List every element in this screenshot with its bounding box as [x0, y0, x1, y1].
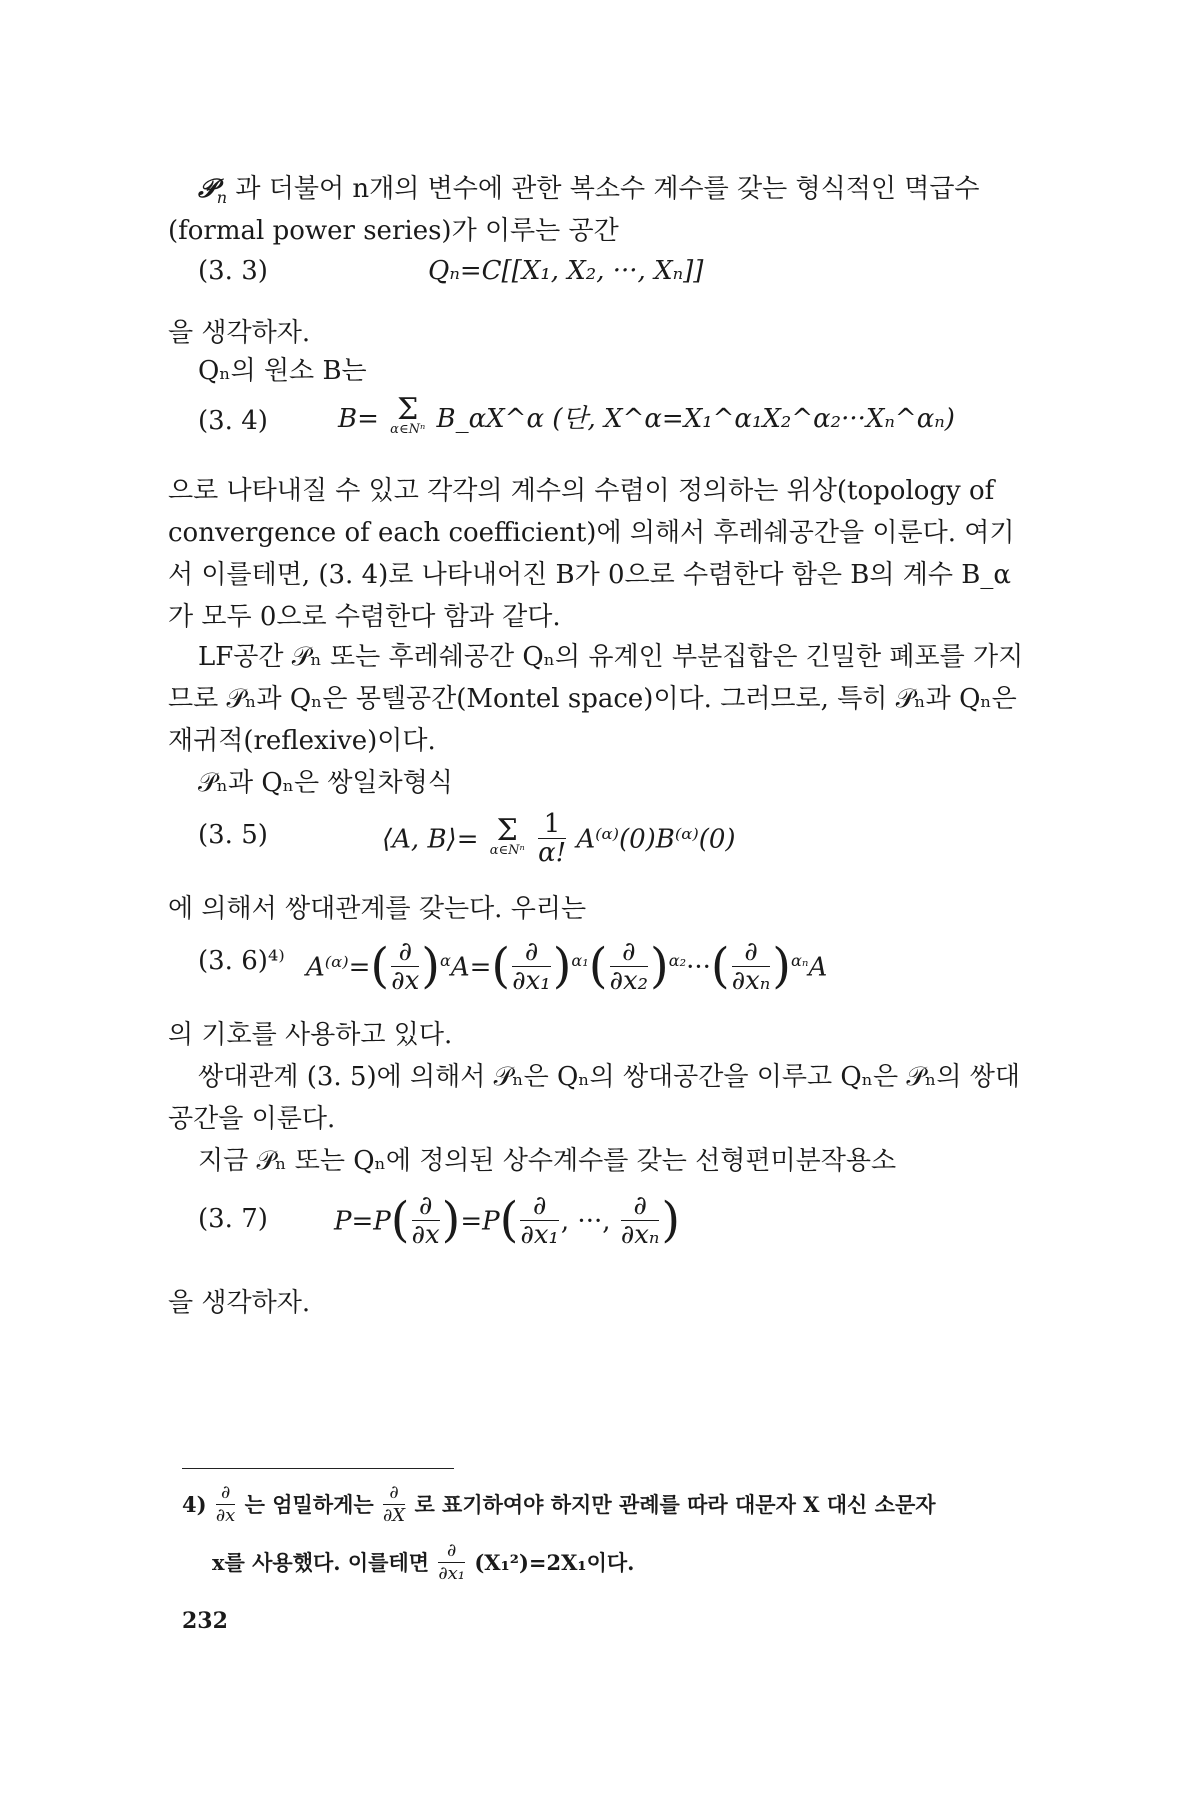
paragraph-notation: 의 기호를 사용하고 있다.	[168, 1020, 453, 1050]
equation-lhs: A⁽ᵅ⁾=	[306, 952, 371, 983]
page-number: 232	[182, 1608, 228, 1634]
script-p-symbol: 𝒫	[198, 174, 217, 204]
equation-3-3	[198, 256, 1028, 316]
paragraph-element-b: Qₙ의 원소 B는	[198, 356, 367, 386]
equation-body: Qₙ=C[[X₁, X₂, ···, Xₙ]]	[428, 256, 704, 286]
footnote-divider	[182, 1468, 454, 1469]
footnote-marker: 4)	[182, 1492, 207, 1517]
equation-number: (3. 6)⁴⁾	[198, 946, 285, 976]
sum-symbol: Σ α∈Nⁿ	[489, 812, 525, 858]
fraction: $\frac{\partial}{\partial x}$	[215, 1482, 236, 1526]
footnote: 4) $\frac{\partial}{\partial x}$ 는 엄밀하게는 $\frac{\partial}{\partial X}$ 로 표기하여야 하지만 관례를 따라 대문자 X 대신 소문자	[182, 1482, 936, 1526]
equation-number: (3. 5)	[198, 820, 268, 850]
footnote-line-2: x를 사용했다. 이를테면 $\frac{\partial}{\text{∂x₁}}$ (X₁²)=2X₁이다.	[212, 1540, 635, 1584]
fraction: $\frac{\partial}{\text{∂xₙ}}$	[731, 937, 771, 996]
paragraph-montel: LF공간 𝒫ₙ 또는 후레쉐공간 Qₙ의 유계인 부분집합은 긴밀한 폐포를 가지므로 𝒫ₙ과 Qₙ은 몽텔공간(Montel space)이다. 그러므로, 특히 𝒫ₙ과 Qₙ은 재귀적(reflexive)이다.	[168, 642, 1024, 756]
equation-lhs: B=	[338, 404, 379, 434]
fraction: $\frac{\partial}{\text{∂x₁}}$	[520, 1191, 559, 1250]
fraction: $\frac{1}{\alpha!}$	[538, 809, 567, 868]
equation-3-5	[198, 809, 1028, 882]
paragraph-operator: 지금 𝒫ₙ 또는 Qₙ에 정의된 상수계수를 갖는 선형편미분작용소	[198, 1146, 897, 1176]
paragraph-bilinear: 𝒫ₙ과 Qₙ은 쌍일차형식	[198, 768, 453, 798]
paragraph-intro: 𝒫$_n$ 과 더불어 n개의 변수에 관한 복소수 계수를 갖는 형식적인 멱급수(formal power series)가 이루는 공간	[168, 174, 980, 246]
paragraph-consider: 을 생각하자.	[168, 318, 311, 348]
sum-symbol: Σ α∈Nⁿ	[390, 392, 426, 437]
fraction: $\frac{\partial}{\partial X}$	[383, 1482, 406, 1526]
equation-number: (3. 4)	[198, 406, 268, 436]
equation-lhs: ⟨A, B⟩=	[382, 824, 479, 855]
fraction: $\frac{\partial}{\text{∂xₙ}}$	[620, 1191, 660, 1250]
paragraph-topology: 으로 나타내질 수 있고 각각의 계수의 수렴이 정의하는 위상(topology of convergence of each coefficient)에 의해서 후레쉐공간을 이룬다. 여기서 이를테면, (3. 4)로 나타내어진 B가 0으로 수렴한다 함은 B의 계수 B_α가 모두 0으로 수렴한다 함과 같다.	[168, 476, 1015, 632]
paragraph-duality: 에 의해서 쌍대관계를 갖는다. 우리는	[168, 894, 587, 924]
fraction: $\frac{\partial}{\text{∂x₁}}$	[438, 1540, 466, 1584]
fraction: $\frac{\partial}{\partial x}$	[391, 937, 420, 996]
equation-3-7: (3. 7) P=P( $\frac{\partial}{\partial x}$ )=P( $\frac{\partial}{\text{∂x₁}}$ , ···, $\frac{\partial}{\text{∂xₙ}}$ )	[198, 1191, 681, 1250]
equation-lhs: P=P	[334, 1206, 391, 1237]
equation-term: B_αX^α (단, X^α=X₁^α₁X₂^α₂···Xₙ^αₙ)	[436, 404, 955, 434]
equation-number: (3. 3)	[198, 256, 268, 286]
fraction: $\frac{\partial}{\text{∂x₂}}$	[609, 937, 649, 996]
equation-3-6: (3. 6)⁴⁾ A⁽ᵅ⁾=( $\frac{\partial}{\partial x}$ )$^\alpha$A=( $\frac{\partial}{\text{∂x₁}}$ )$^{\alpha_1}$( $\frac{\partial}{\text{∂x₂}}$ )$^{\alpha_2}$···( $\frac{\partial}{\text{∂xₙ}}$ )$^{\alpha_n}$A	[198, 937, 828, 996]
equation-number: (3. 7)	[198, 1204, 268, 1234]
equation-rhs: A⁽ᵅ⁾(0)B⁽ᵅ⁾(0)	[576, 824, 736, 855]
fraction: $\frac{\partial}{\partial x}$	[411, 1191, 440, 1250]
equation-3-4	[198, 392, 1028, 468]
intro-text: 과 더불어 n개의 변수에 관한 복소수 계수를 갖는 형식적인 멱급수(formal power series)가 이루는 공간	[168, 174, 980, 246]
fraction: $\frac{\partial}{\text{∂x₁}}$	[512, 937, 551, 996]
paragraph-consider-2: 을 생각하자.	[168, 1288, 311, 1318]
paragraph-dual-spaces: 쌍대관계 (3. 5)에 의해서 𝒫ₙ은 Qₙ의 쌍대공간을 이루고 Qₙ은 𝒫ₙ의 쌍대공간을 이룬다.	[168, 1062, 1020, 1134]
